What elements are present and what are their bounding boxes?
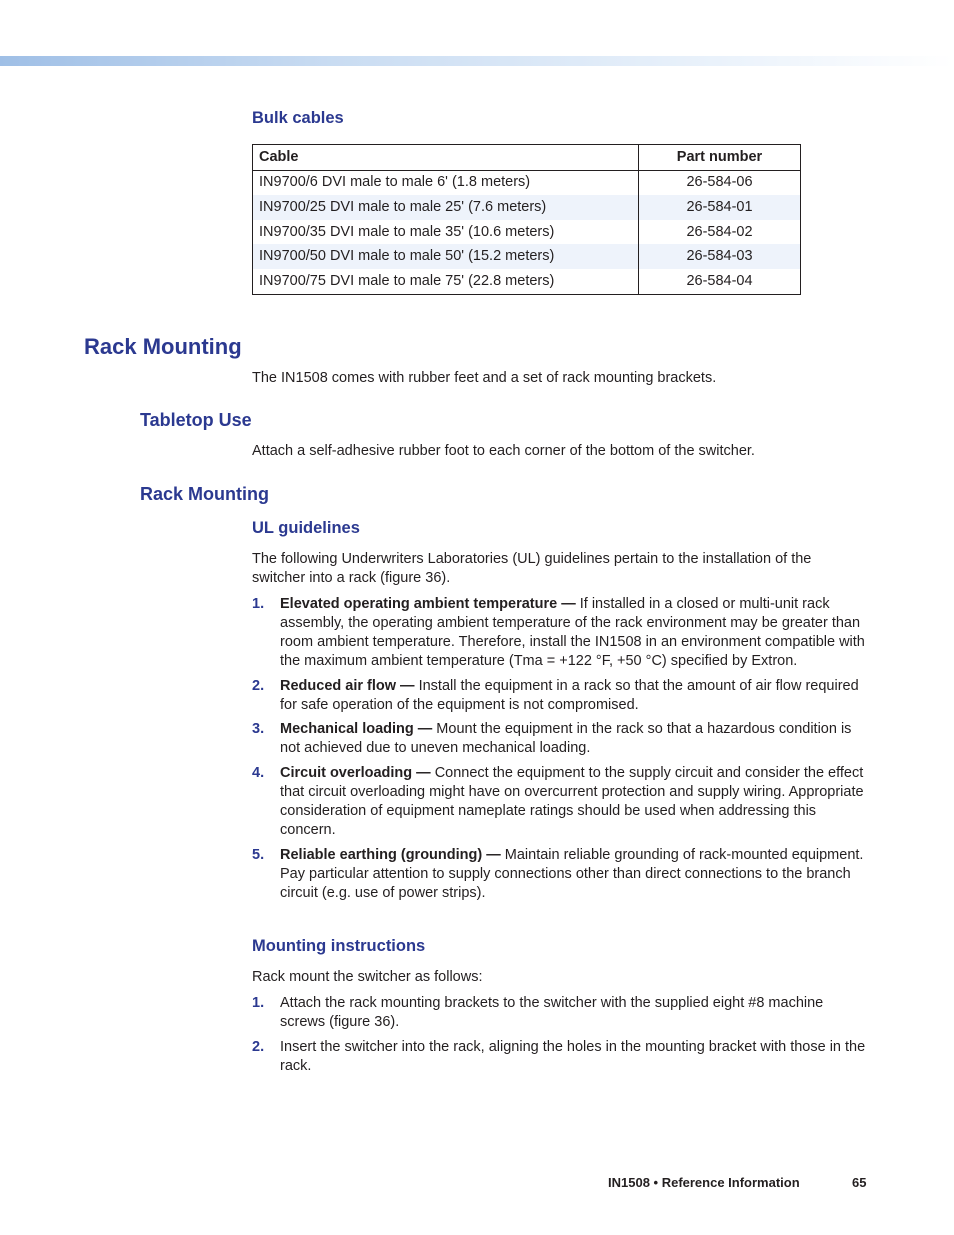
column-header-cable: Cable bbox=[253, 145, 639, 171]
list-item-lead: Elevated operating ambient temperature — bbox=[280, 596, 576, 612]
list-item bbox=[252, 764, 872, 840]
rack-mounting-intro: The IN1508 comes with rubber feet and a set of rack mounting brackets. bbox=[252, 370, 717, 386]
footer-doc-title: IN1508 • Reference Information bbox=[608, 1175, 800, 1190]
cable-cell: IN9700/75 DVI male to male 75' (22.8 meters) bbox=[253, 269, 639, 294]
bulk-cables-table bbox=[252, 144, 801, 295]
list-number: 1. bbox=[252, 995, 265, 1011]
column-header-part-number: Part number bbox=[639, 145, 801, 171]
list-item-lead: Mechanical loading — bbox=[280, 721, 433, 738]
list-item-lead: Reliable earthing (grounding) — bbox=[280, 846, 501, 863]
table-row bbox=[253, 244, 801, 269]
part-number-cell: 26-584-01 bbox=[639, 195, 801, 220]
table-row bbox=[253, 269, 801, 294]
ul-guidelines-list bbox=[252, 595, 872, 903]
ul-guidelines-heading: UL guidelines bbox=[252, 519, 360, 537]
list-number: 2. bbox=[252, 1038, 265, 1055]
list-item-text: Connect the equipment to the supply circuit and consider the effect that circuit overloading might have on overcurrent protection and supply wiring. Appropriate consideration of equipment nameplate ratings should be used when addressing this concern. bbox=[280, 765, 864, 838]
mounting-instructions-list bbox=[252, 994, 872, 1076]
cable-cell: IN9700/25 DVI male to male 25' (7.6 meters) bbox=[253, 195, 639, 220]
list-item bbox=[252, 720, 872, 758]
list-number: 5. bbox=[252, 846, 265, 863]
list-item-text: Install the equipment in a rack so that the amount of air flow required for safe operation of the equipment is not compromised. bbox=[280, 677, 859, 713]
table-header-row bbox=[253, 145, 801, 171]
part-number-cell: 26-584-04 bbox=[639, 269, 801, 294]
list-item bbox=[252, 677, 872, 715]
tabletop-use-text: Attach a self-adhesive rubber foot to each corner of the bottom of the switcher. bbox=[252, 443, 755, 459]
list-item-lead: Circuit overloading — bbox=[280, 765, 431, 782]
list-item-text: Mount the equipment in the rack so that a hazardous condition is not achieved due to uneven mechanical loading. bbox=[280, 721, 852, 757]
list-item-text: Insert the switcher into the rack, aligning the holes in the mounting bracket with those in the rack. bbox=[280, 1038, 866, 1074]
rack-mounting-subheading: Rack Mounting bbox=[140, 484, 269, 504]
list-item bbox=[252, 595, 872, 671]
mounting-instructions-intro: Rack mount the switcher as follows: bbox=[252, 969, 483, 985]
list-number: 2. bbox=[252, 677, 265, 694]
part-number-cell: 26-584-02 bbox=[639, 220, 801, 245]
footer-page-number: 65 bbox=[852, 1175, 867, 1190]
list-item-text: Maintain reliable grounding of rack-mounted equipment. Pay particular attention to supply connections other than direct connections to the branch circuit (e.g. use of power strips). bbox=[280, 846, 864, 901]
mounting-instructions-heading: Mounting instructions bbox=[252, 937, 426, 955]
list-item-lead: Reduced air flow — bbox=[280, 677, 415, 694]
list-item-text: If installed in a closed or multi-unit rack assembly, the operating ambient temperature of the rack environment may be greater than room ambient temperature. Therefore, install the IN1508 in an environment compatible with the maximum ambient temperature (Tma = +122 °F, +50 °C) specified by Extron. bbox=[280, 596, 865, 669]
part-number-cell: 26-584-03 bbox=[639, 244, 801, 269]
cable-cell: IN9700/35 DVI male to male 35' (10.6 meters) bbox=[253, 220, 639, 245]
bulk-cables-heading: Bulk cables bbox=[252, 109, 344, 127]
header-gradient-bar bbox=[0, 56, 954, 66]
rack-mounting-title: Rack Mounting bbox=[84, 334, 242, 359]
table-row bbox=[253, 170, 801, 195]
list-number: 1. bbox=[252, 596, 265, 612]
list-item-text: Attach the rack mounting brackets to the switcher with the supplied eight #8 machine screws (figure 36). bbox=[280, 995, 824, 1030]
list-item bbox=[252, 994, 872, 1032]
list-number: 4. bbox=[252, 765, 265, 782]
cable-cell: IN9700/6 DVI male to male 6' (1.8 meters) bbox=[253, 170, 639, 195]
table-row bbox=[253, 220, 801, 245]
tabletop-use-heading: Tabletop Use bbox=[140, 410, 252, 430]
list-number: 3. bbox=[252, 721, 265, 738]
ul-guidelines-intro: The following Underwriters Laboratories (UL) guidelines pertain to the installation of the switcher into a rack (figure 36). bbox=[252, 551, 812, 586]
part-number-cell: 26-584-06 bbox=[639, 170, 801, 195]
list-item bbox=[252, 846, 872, 903]
table-row bbox=[253, 195, 801, 220]
cable-cell: IN9700/50 DVI male to male 50' (15.2 meters) bbox=[253, 244, 639, 269]
list-item bbox=[252, 1038, 872, 1076]
